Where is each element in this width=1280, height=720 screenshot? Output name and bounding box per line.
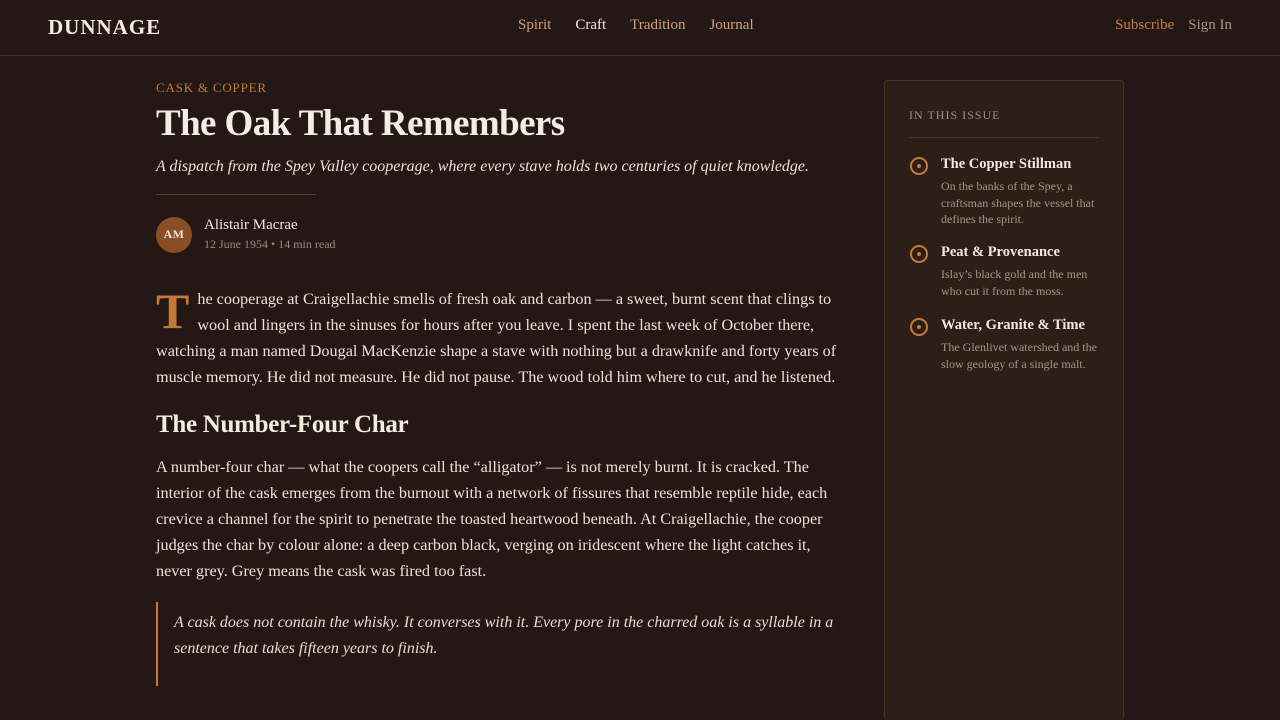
byline xyxy=(156,216,840,254)
issue-item-desc: Islay’s black gold and the men who cut it from the moss. xyxy=(941,267,1088,298)
drop-cap: T xyxy=(156,282,190,339)
main-nav xyxy=(518,17,754,34)
issue-item[interactable] xyxy=(909,244,1101,299)
bullet-icon xyxy=(910,245,928,263)
account-links xyxy=(1115,17,1232,34)
pull-quote: A cask does not contain the whisky. It converses with it. Every pore in the charred oak is a syllable in a sentence that takes fifteen years to finish. xyxy=(156,602,840,686)
issue-item-desc: On the banks of the Spey, a craftsman shapes the vessel that defines the spirit. xyxy=(941,179,1095,227)
subscribe-link[interactable]: Subscribe xyxy=(1115,17,1175,33)
bullet-icon xyxy=(910,157,928,175)
article-meta: 12 June 1954 • 14 min read xyxy=(204,236,336,251)
section-heading: The Number-Four Char xyxy=(156,410,409,438)
sidebar-label: IN THIS ISSUE xyxy=(909,108,1001,122)
nav-link-spirit[interactable]: Spirit xyxy=(518,17,552,33)
article-kicker[interactable]: CASK & COPPER xyxy=(156,80,267,95)
issue-item[interactable] xyxy=(909,156,1101,228)
nav-link-journal[interactable]: Journal xyxy=(709,17,754,33)
issue-sidebar xyxy=(884,80,1124,720)
site-logo[interactable]: DUNNAGE xyxy=(48,15,162,39)
nav-link-tradition[interactable]: Tradition xyxy=(630,17,686,33)
sidebar-divider xyxy=(909,137,1099,138)
paragraph-text: he cooperage at Craigellachie smells of fresh oak and carbon — a sweet, burnt scent that clings to wool and lingers in the sinuses for hours after you leave. I spent the last week of October there, watching a man named Dougal MacKenzie shape a stave with nothing but a drawknife and forty years of muscle memory. He did not measure. He did not pause. The wood told him where to cut, and he listened. xyxy=(156,289,837,386)
nav-link-craft[interactable]: Craft xyxy=(575,17,607,33)
article xyxy=(156,80,840,686)
title-divider xyxy=(156,194,316,195)
author-name[interactable]: Alistair Macrae xyxy=(204,217,298,234)
issue-item[interactable] xyxy=(909,317,1101,372)
issue-item-desc: The Glenlivet watershed and the slow geology of a single malt. xyxy=(941,340,1097,371)
bullet-icon xyxy=(910,318,928,336)
site-header xyxy=(0,0,1280,56)
issue-item-title[interactable]: Water, Granite & Time xyxy=(941,317,1085,333)
issue-item-title[interactable]: The Copper Stillman xyxy=(941,156,1072,172)
article-paragraph xyxy=(156,282,840,390)
issue-item-title[interactable]: Peat & Provenance xyxy=(941,244,1060,260)
author-avatar[interactable]: AM xyxy=(156,217,192,253)
author-info xyxy=(204,217,336,252)
article-title: The Oak That Remembers xyxy=(156,103,565,144)
article-dek: A dispatch from the Spey Valley cooperage, where every stave holds two centuries of quiet knowledge. xyxy=(156,157,810,175)
article-paragraph: A number-four char — what the coopers call the “alligator” — is not merely burnt. It is cracked. The interior of the cask emerges from the burnout with a network of fissures that resemble reptile hide, each crevice a channel for the spirit to penetrate the toasted heartwood beneath. At Craigellachie, the cooper judges the char by colour alone: a deep carbon black, verging on iridescent where the light catches it, never grey. Grey means the cask was fired too fast. xyxy=(156,457,828,580)
sign-in-link[interactable]: Sign In xyxy=(1188,17,1232,33)
